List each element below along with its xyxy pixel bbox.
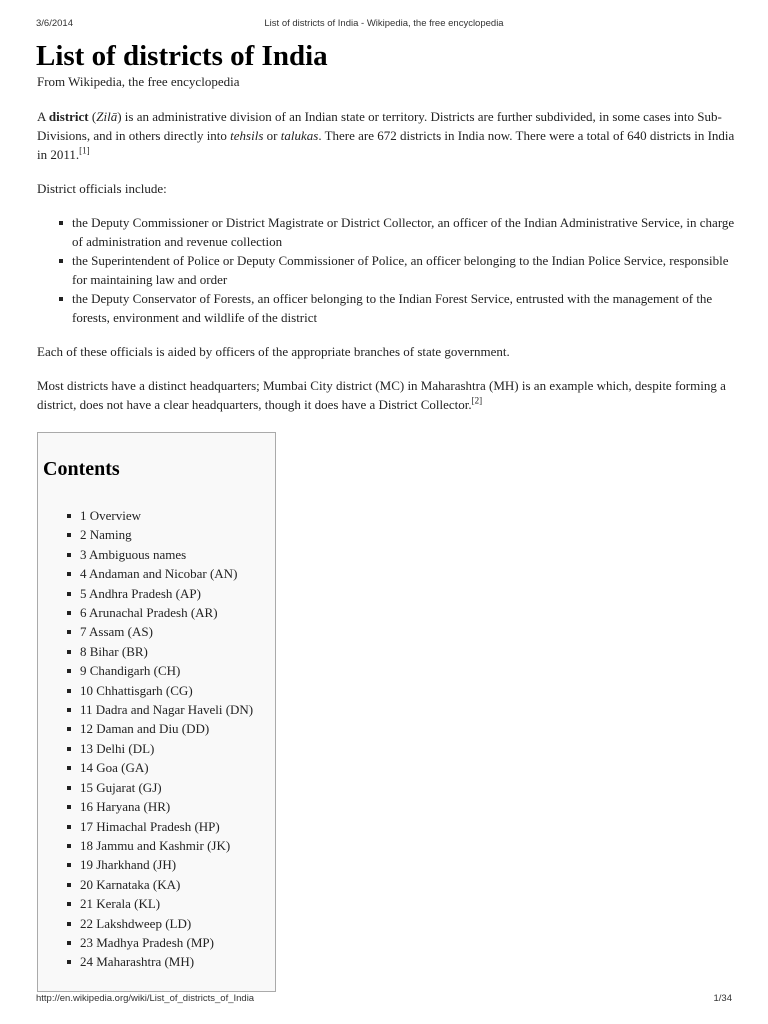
toc-item[interactable]: 9 Chandigarh (CH) xyxy=(80,661,275,680)
print-header xyxy=(36,18,732,32)
print-footer xyxy=(36,993,732,1007)
intro-text-5: . There are 672 districts in India now. There were a total of 640 districts in India in 2011. xyxy=(37,128,735,162)
toc-item[interactable]: 17 Himachal Pradesh (HP) xyxy=(80,817,275,836)
page-title: List of districts of India xyxy=(36,40,328,72)
list-item: the Deputy Conservator of Forests, an officer belonging to the Indian Forest Service, entrusted with the management of the forests, environment and wildlife of the district xyxy=(72,289,735,327)
headquarters-paragraph xyxy=(37,376,735,414)
intro-text-3: ) is an administrative division of an Indian state or territory. Districts are further subdivided, in some cases into Sub-Divisions, and in others directly into xyxy=(37,109,722,143)
toc-item[interactable]: 7 Assam (AS) xyxy=(80,622,275,641)
toc-item[interactable]: 4 Andaman and Nicobar (AN) xyxy=(80,564,275,583)
toc-item[interactable]: 10 Chhattisgarh (CG) xyxy=(80,681,275,700)
print-url: http://en.wikipedia.org/wiki/List_of_districts_of_India xyxy=(36,993,255,1004)
toc-item[interactable]: 14 Goa (GA) xyxy=(80,758,275,777)
toc-item[interactable]: 8 Bihar (BR) xyxy=(80,642,275,661)
toc-item[interactable]: 11 Dadra and Nagar Haveli (DN) xyxy=(80,700,275,719)
toc-item[interactable]: 15 Gujarat (GJ) xyxy=(80,778,275,797)
toc-item[interactable]: 6 Arunachal Pradesh (AR) xyxy=(80,603,275,622)
list-item: the Deputy Commissioner or District Magistrate or District Collector, an officer of the Indian Administrative Service, in charge of administration and revenue collection xyxy=(72,215,735,249)
intro-text-4: or xyxy=(263,128,281,143)
link-tehsils[interactable] xyxy=(230,128,263,143)
toc-item[interactable]: 16 Haryana (HR) xyxy=(80,797,275,816)
toc-item[interactable]: 18 Jammu and Kashmir (JK) xyxy=(80,836,275,855)
intro-zila: Zilā xyxy=(96,109,118,124)
list-item: the Superintendent of Police or Deputy Commissioner of Police, an officer belonging to the Indian Police Service, responsible for maintaining law and order xyxy=(72,251,735,289)
talukas-text: talukas xyxy=(280,128,319,143)
print-date: 3/6/2014 xyxy=(36,18,73,29)
toc-item[interactable]: 1 Overview xyxy=(80,506,275,525)
toc-item[interactable]: 20 Karnataka (KA) xyxy=(80,875,275,894)
page-number: 1/34 xyxy=(713,993,732,1004)
toc-item[interactable]: 2 Naming xyxy=(80,525,275,544)
tehsils-text: tehsils xyxy=(230,128,264,143)
intro-text-1: A xyxy=(37,109,49,124)
article-body xyxy=(37,107,735,992)
headquarters-text: Most districts have a distinct headquarters; Mumbai City district (MC) in Maharashtra (MH) is an example which, despite forming a district, does not have a clear headquarters, though it does have a District Collector. xyxy=(37,378,726,412)
ref-2-link[interactable]: [2] xyxy=(471,395,483,406)
toc-item[interactable]: 19 Jharkhand (JH) xyxy=(80,855,275,874)
officials-list xyxy=(37,213,735,327)
toc-item[interactable]: 22 Lakshdweep (LD) xyxy=(80,914,275,933)
toc-item[interactable]: 23 Madhya Pradesh (MP) xyxy=(80,933,275,952)
intro-bold-district: district xyxy=(48,109,89,124)
toc-item[interactable]: 5 Andhra Pradesh (AP) xyxy=(80,584,275,603)
ref-1-link[interactable]: [1] xyxy=(79,145,90,156)
toc-list xyxy=(43,506,275,972)
table-of-contents xyxy=(37,432,276,992)
site-subtitle: From Wikipedia, the free encyclopedia xyxy=(37,74,240,89)
toc-item[interactable]: 24 Maharashtra (MH) xyxy=(80,952,275,971)
intro-text-2: ( xyxy=(88,109,97,124)
link-talukas[interactable] xyxy=(281,128,319,143)
toc-item[interactable]: 12 Daman and Diu (DD) xyxy=(80,719,275,738)
toc-item[interactable]: 3 Ambiguous names xyxy=(80,545,275,564)
officials-intro: District officials include: xyxy=(37,181,167,196)
toc-item[interactable]: 21 Kerala (KL) xyxy=(80,894,275,913)
intro-paragraph xyxy=(37,107,735,164)
toc-title: Contents xyxy=(43,458,120,480)
toc-item[interactable]: 13 Delhi (DL) xyxy=(80,739,275,758)
print-page-title: List of districts of India - Wikipedia, the free encyclopedia xyxy=(264,18,504,29)
aided-paragraph: Each of these officials is aided by officers of the appropriate branches of state government. xyxy=(37,344,510,359)
